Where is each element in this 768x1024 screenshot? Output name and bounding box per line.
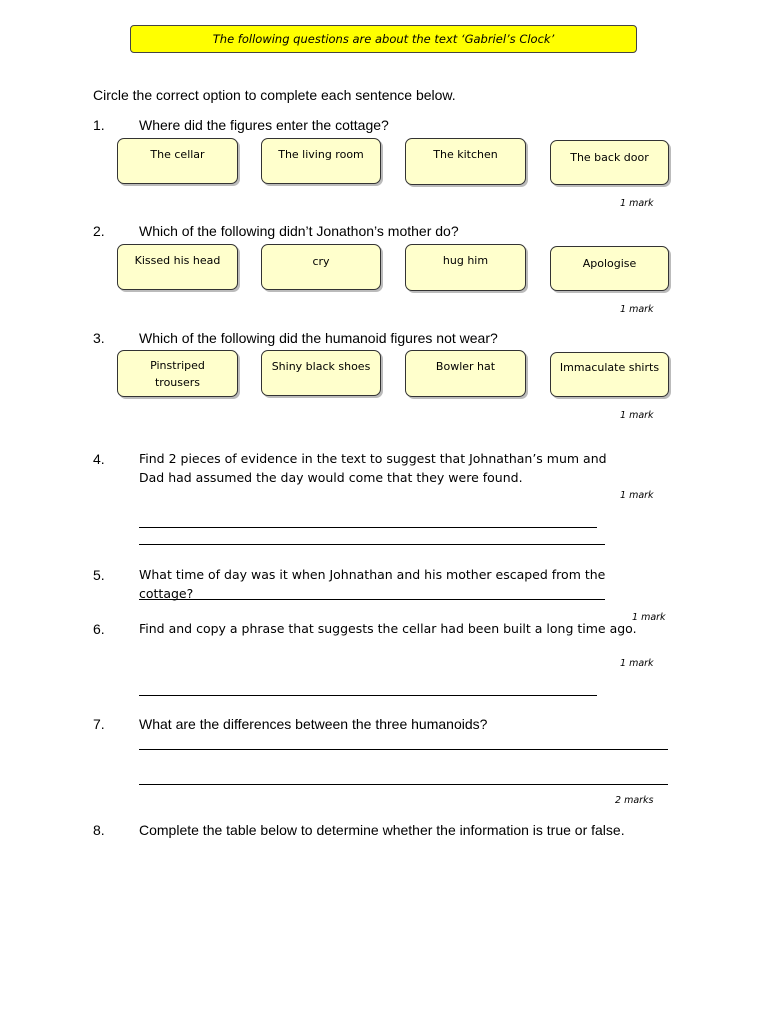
question-8-number: 8.	[93, 822, 105, 838]
q1-option-1[interactable]: The cellar	[117, 138, 238, 184]
q5-answer-line[interactable]	[139, 599, 605, 600]
q6-answer-line[interactable]	[139, 695, 597, 696]
q4-answer-line-1[interactable]	[139, 527, 597, 528]
q2-option-1[interactable]: Kissed his head	[117, 244, 238, 290]
question-2-text: Which of the following didn’t Jonathon’s mother do?	[139, 223, 459, 239]
q5-mark: 1 mark	[632, 612, 666, 623]
q1-option-2[interactable]: The living room	[261, 138, 381, 184]
q2-option-2[interactable]: cry	[261, 244, 381, 290]
question-3-number: 3.	[93, 330, 105, 346]
q3-mark: 1 mark	[620, 410, 654, 421]
q7-answer-line-2[interactable]	[139, 784, 668, 785]
q3-option-2[interactable]: Shiny black shoes	[261, 350, 381, 396]
title-text: The following questions are about the text ‘Gabriel’s Clock’	[212, 32, 555, 46]
q2-mark: 1 mark	[620, 304, 654, 315]
question-7-text: What are the differences between the three humanoids?	[139, 716, 488, 732]
question-8-text: Complete the table below to determine whether the information is true or false.	[139, 822, 625, 838]
question-5-number: 5.	[93, 567, 105, 583]
question-1-number: 1.	[93, 117, 105, 133]
q1-mark: 1 mark	[620, 198, 654, 209]
question-4-text: Find 2 pieces of evidence in the text to suggest that Johnathan’s mum and Dad had assumed the day would come that they were found.	[139, 451, 607, 485]
question-6-text: Find and copy a phrase that suggests the cellar had been built a long time ago.	[139, 621, 637, 636]
q1-option-4[interactable]: The back door	[550, 140, 669, 185]
q3-option-4[interactable]: Immaculate shirts	[550, 352, 669, 397]
question-5-text: What time of day was it when Johnathan and his mother escaped from the cottage?	[139, 567, 606, 601]
question-2-number: 2.	[93, 223, 105, 239]
question-7-number: 7.	[93, 716, 105, 732]
q2-option-4[interactable]: Apologise	[550, 246, 669, 291]
instruction-text: Circle the correct option to complete each sentence below.	[93, 87, 456, 103]
q3-option-3[interactable]: Bowler hat	[405, 350, 526, 397]
q3-option-1[interactable]: Pinstriped trousers	[117, 350, 238, 397]
q4-mark: 1 mark	[620, 490, 654, 501]
question-6-number: 6.	[93, 621, 105, 637]
q1-option-3[interactable]: The kitchen	[405, 138, 526, 185]
q6-mark: 1 mark	[620, 658, 654, 669]
q2-option-3[interactable]: hug him	[405, 244, 526, 291]
q7-answer-line-1[interactable]	[139, 749, 668, 750]
q7-mark: 2 marks	[615, 795, 654, 806]
q4-answer-line-2[interactable]	[139, 544, 605, 545]
question-1-text: Where did the figures enter the cottage?	[139, 117, 389, 133]
question-4-number: 4.	[93, 451, 105, 467]
title-banner	[130, 25, 637, 53]
question-3-text: Which of the following did the humanoid figures not wear?	[139, 330, 498, 346]
